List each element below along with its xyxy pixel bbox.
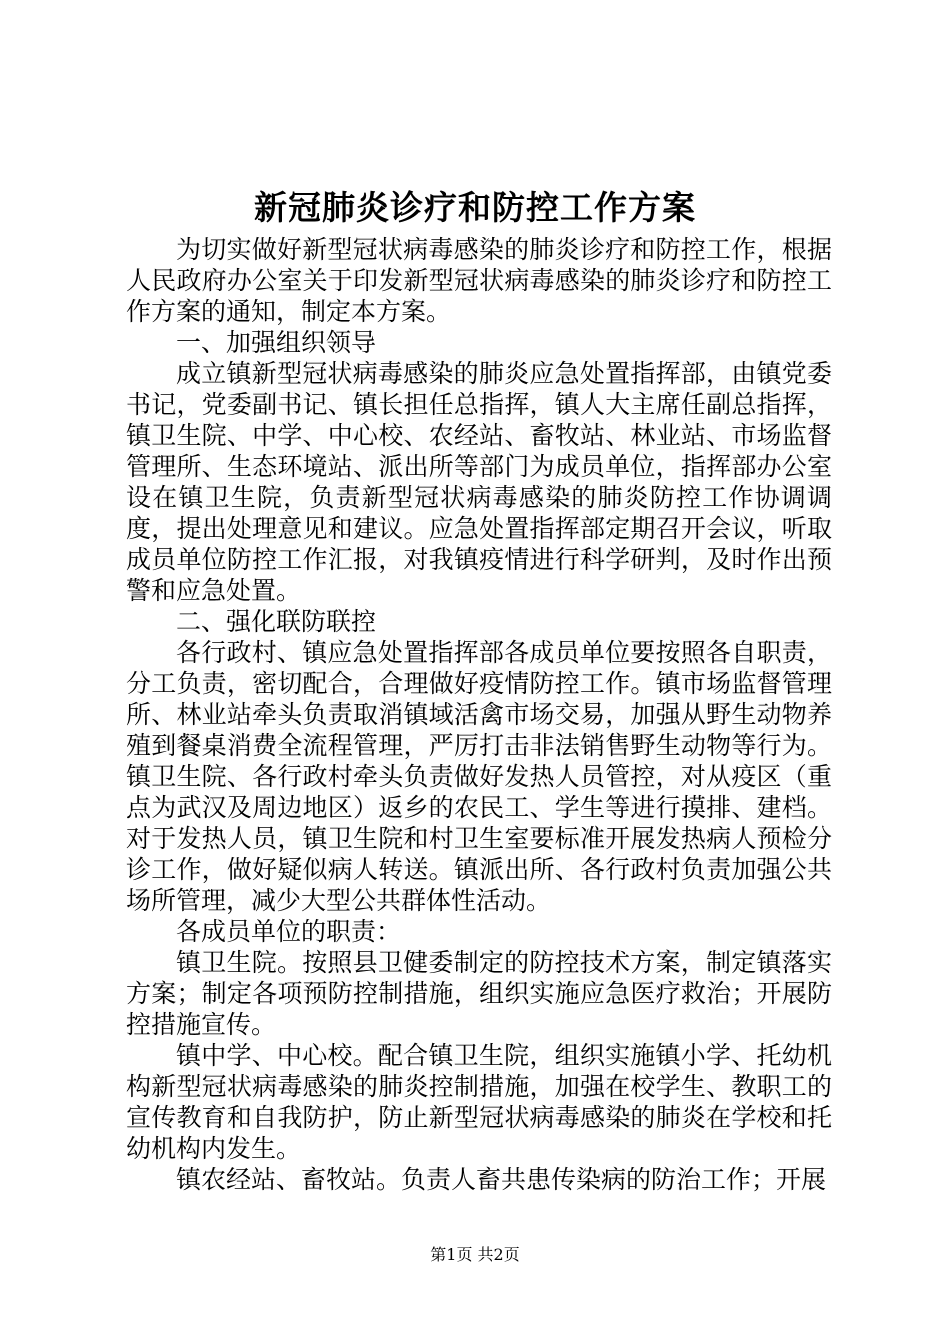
paragraph-joint-control: 各行政村、镇应急处置指挥部各成员单位要按照各自职责，分工负责，密切配合，合理做好疫情防控工作。镇市场监督管理所、林业站牵头负责取消镇域活禽市场交易，加强从野生动物养殖到餐桌消费全流程管理，严厉打击非法销售野生动物等行为。镇卫生院、各行政村牵头负责做好发热人员管控，对从疫区（重点为武汉及周边地区）返乡的农民工、学生等进行摸排、建档。对于发热人员，镇卫生院和村卫生室要标准开展发热病人预检分诊工作，做好疑似病人转送。镇派出所、各行政村负责加强公共场所管理，减少大型公共群体性活动。 [126,638,832,915]
document-body [126,234,832,1195]
document-title: 新冠肺炎诊疗和防控工作方案 [254,188,696,227]
paragraph-agriculture: 镇农经站、畜牧站。负责人畜共患传染病的防治工作；开展 [176,1165,827,1194]
paragraph-member-duties-heading: 各成员单位的职责： [176,917,402,946]
paragraph-health-center: 镇卫生院。按照县卫健委制定的防控技术方案，制定镇落实方案；制定各项预防控制措施，组织实施应急医疗救治；开展防控措施宣传。 [126,948,832,1039]
paragraph-intro: 为切实做好新型冠状病毒感染的肺炎诊疗和防控工作，根据人民政府办公室关于印发新型冠状病毒感染的肺炎诊疗和防控工作方案的通知，制定本方案。 [126,235,832,326]
paragraph-schools: 镇中学、中心校。配合镇卫生院，组织实施镇小学、托幼机构新型冠状病毒感染的肺炎控制措施，加强在校学生、教职工的宣传教育和自我防护，防止新型冠状病毒感染的肺炎在学校和托幼机构内发生。 [126,1041,832,1163]
section-heading-joint-control: 二、强化联防联控 [176,607,377,636]
page-footer: 第1页 共2页 [430,1245,520,1264]
paragraph-organization: 成立镇新型冠状病毒感染的肺炎应急处置指挥部，由镇党委书记，党委副书记、镇长担任总指挥，镇人大主席任副总指挥，镇卫生院、中学、中心校、农经站、畜牧站、林业站、市场监督管理所、生态环境站、派出所等部门为成员单位，指挥部办公室设在镇卫生院，负责新型冠状病毒感染的肺炎防控工作协调调度，提出处理意见和建议。应急处置指挥部定期召开会议，听取成员单位防控工作汇报，对我镇疫情进行科学研判，及时作出预警和应急处置。 [126,359,832,605]
section-heading-organization: 一、加强组织领导 [176,328,377,357]
